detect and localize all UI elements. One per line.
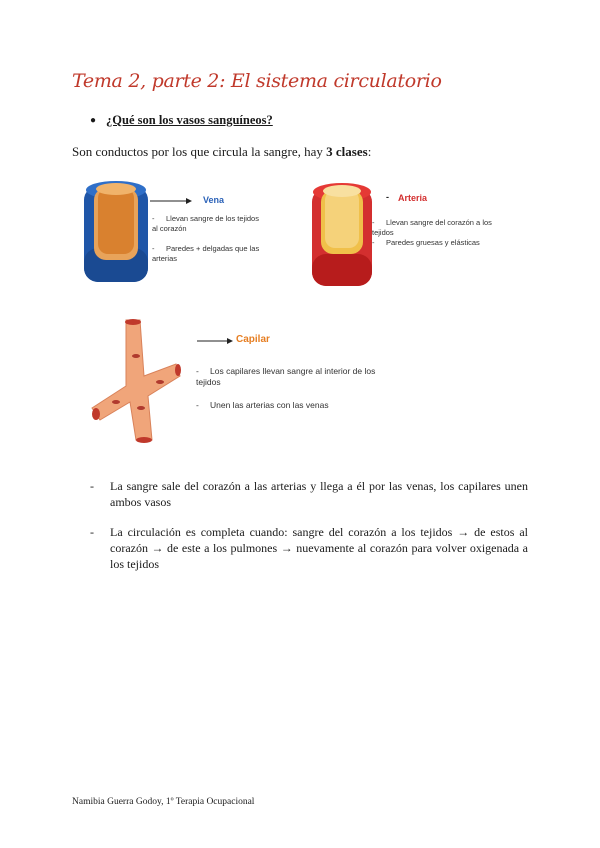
arteria-note-2: - Paredes gruesas y elásticas [372, 238, 480, 247]
vena-note-1: - Llevan sangre de los tejidos al corazón [152, 214, 259, 233]
capilar-note-2: - Unen las arterias con las venas [196, 400, 329, 410]
artery-illustration [306, 180, 382, 290]
vein-illustration [78, 178, 158, 288]
dash-marker: - [90, 479, 94, 493]
list-item-text: La circulación es completa cuando: sangre del corazón a los tejidos → de estos al corazón → de este a los pulmones → nuevamente al corazón para volver oxigenada a los tejidos [110, 525, 528, 571]
intro-bold: 3 clases [326, 144, 368, 159]
intro-text-start: Son conductos por los que circula la sangre, hay [72, 144, 327, 159]
list-item [90, 524, 528, 572]
arteria-label: Arteria [398, 193, 428, 203]
capilar-arrow-icon [197, 336, 233, 346]
vena-arrow-icon [150, 196, 192, 206]
arteria-note-1: - Llevan sangre del corazón a los tejidos [372, 218, 492, 237]
vena-label: Vena [203, 195, 225, 205]
arteria-dash: - [386, 192, 389, 202]
page-footer: Namibia Guerra Godoy, 1º Terapia Ocupacional [72, 797, 255, 807]
intro-paragraph [72, 144, 371, 160]
bullet-list [90, 478, 528, 586]
question-text: ¿Qué son los vasos sanguíneos? [106, 113, 273, 127]
vena-note-2: - Paredes + delgadas que las arterias [152, 244, 260, 263]
intro-text-end: : [367, 144, 372, 159]
capilar-label: Capilar [236, 334, 270, 345]
list-item-text: La sangre sale del corazón a las arterias y llega a él por las venas, los capilares unen ambos vasos [110, 479, 528, 509]
capillary-illustration [86, 316, 182, 444]
bullet-icon: ● [90, 115, 97, 126]
dash-marker: - [90, 525, 94, 539]
page-title: Tema 2, parte 2: El sistema circulatorio [72, 70, 442, 92]
capilar-note-1: - Los capilares llevan sangre al interior de los tejidos [196, 366, 376, 387]
list-item [90, 478, 528, 510]
section-question [90, 113, 273, 128]
